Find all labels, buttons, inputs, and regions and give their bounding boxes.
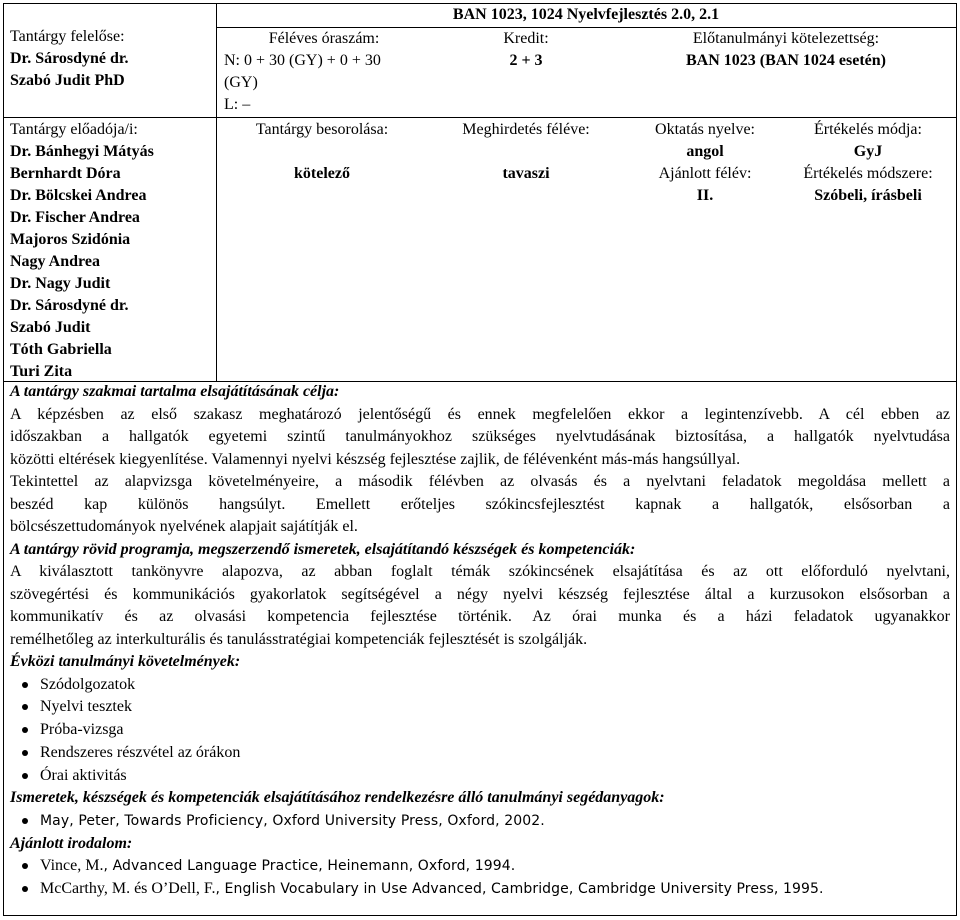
list-item: Próba-vizsga <box>10 719 950 742</box>
credit-cell <box>440 28 612 72</box>
hours-value: L: – <box>224 96 251 113</box>
lecturer-name: Majoros Szidónia <box>10 231 131 248</box>
course-title: BAN 1023, 1024 Nyelvfejlesztés 2.0, 2.1 <box>452 6 720 23</box>
divider <box>4 117 956 118</box>
lecturer-name: Nagy Andrea <box>10 253 100 270</box>
assessment-cell <box>782 119 954 207</box>
lecturers-cell <box>10 119 215 383</box>
program-text-line: A kiválasztott tankönyvre alapozva, az abban foglalt témák szókincsének elsajátítása és az ott előforduló nyelvtani, <box>10 563 950 580</box>
divider <box>216 4 217 381</box>
literature-author: Vince, M. <box>40 857 104 875</box>
goal-heading: A tantárgy szakmai tartalma elsajátításának célja: <box>10 383 340 400</box>
lecturer-name: Dr. Fischer Andrea <box>10 209 140 226</box>
literature-list <box>10 855 950 901</box>
hours-value: (GY) <box>224 74 258 91</box>
literature-details: , English Vocabulary in Use Advanced, Cambridge, Cambridge University Press, 1995. <box>215 881 824 898</box>
list-item: Szódolgozatok <box>10 674 950 697</box>
language-value: angol <box>686 143 724 160</box>
recommended-label: Ajánlott félév: <box>658 165 752 182</box>
goal-text-line: A képzésben az első szakasz meghatározó jelentőségű és ennek megfelelően ekkor a legintenzívebb. A cél ebben az <box>10 405 950 423</box>
semester-label: Meghirdetés féléve: <box>462 121 590 138</box>
assessment-value: GyJ <box>853 143 883 160</box>
language-label: Oktatás nyelve: <box>655 121 755 138</box>
goal-text-line: közötti eltérések kiegyenlítése. Valamennyi nyelvi készség fejlesztése zajlik, de félévenként más-más hangsúllyal. <box>10 450 741 468</box>
responsible-label: Tantárgy felelőse: <box>10 28 125 45</box>
hours-cell <box>224 28 424 116</box>
prereq-label: Előtanulmányi kötelezettség: <box>692 30 880 47</box>
program-text-line: kommunikatív és az olvasási kompetencia fejlesztése történik. Az órai munka és a házi feladatok ugyanakkor <box>10 608 950 625</box>
material-entry: May, Peter, Towards Proficiency, Oxford University Press, Oxford, 2002. <box>40 812 545 829</box>
credit-label: Kredit: <box>503 30 549 47</box>
responsible-name: Dr. Sárosdyné dr. <box>10 50 129 67</box>
list-item: Órai aktivitás <box>10 765 950 788</box>
credit-value: 2 + 3 <box>509 52 543 69</box>
literature-heading: Ajánlott irodalom: <box>10 834 133 852</box>
lecturer-name: Dr. Bánhegyi Mátyás <box>10 143 154 160</box>
program-text-line: szövegértési és kommunikációs gyakorlatok segítségével a négy nyelvi készség fejlesztése által a kurzusokon elsősorban a <box>10 585 950 603</box>
list-item: Nyelvi tesztek <box>10 696 950 719</box>
list-item <box>10 855 950 878</box>
lecturer-name: Dr. Nagy Judit <box>10 275 111 292</box>
classification-cell <box>216 119 428 185</box>
requirements-heading: Évközi tanulmányi követelmények: <box>10 653 241 670</box>
list-item <box>10 878 950 901</box>
course-sheet <box>3 3 957 916</box>
hours-value: N: 0 + 30 (GY) + 0 + 30 <box>224 52 381 69</box>
program-text-line: remélhetőleg az interkulturális és tanulásstratégiai kompetenciák fejlesztését is szolgálják. <box>10 630 588 648</box>
goal-text-line: beszéd kap különös hangsúlyt. Emellett erőteljes szókincsfejlesztést kapnak a hallgatók, elsősorban a <box>10 495 950 513</box>
responsible-cell <box>10 26 215 92</box>
list-item <box>10 810 950 833</box>
prereq-value: BAN 1023 (BAN 1024 esetén) <box>686 52 886 69</box>
goal-section <box>10 381 950 901</box>
lecturer-name: Szabó Judit <box>10 319 91 336</box>
language-cell <box>616 119 794 207</box>
classification-value: kötelező <box>294 165 350 182</box>
semester-value: tavaszi <box>502 165 550 182</box>
list-item: Rendszeres részvétel az órákon <box>10 742 950 765</box>
literature-author: McCarthy, M. és O’Dell, F. <box>40 880 216 898</box>
lecturer-name: Tóth Gabriella <box>10 341 112 358</box>
assessment-label: Értékelés módja: <box>814 121 922 138</box>
literature-details: , Advanced Language Practice, Heinemann, Oxford, 1994. <box>103 858 516 875</box>
assessment-method-label: Értékelés módszere: <box>803 165 933 182</box>
lecturer-name: Bernhardt Dóra <box>10 165 121 182</box>
responsible-name: Szabó Judit PhD <box>10 72 125 89</box>
assessment-method-value: Szóbeli, írásbeli <box>814 187 922 204</box>
classification-label: Tantárgy besorolása: <box>255 121 389 138</box>
hours-label: Féléves óraszám: <box>268 30 380 47</box>
materials-list <box>10 810 950 833</box>
lecturer-name: Dr. Sárosdyné dr. <box>10 297 129 314</box>
prereq-cell <box>616 28 956 72</box>
recommended-value: II. <box>696 187 714 204</box>
goal-text-line: bölcsészettudományok nyelvének alapjait sajátítják el. <box>10 518 358 535</box>
program-heading: A tantárgy rövid programja, megszerzendő ismeretek, elsajátítandó készségek és kompetenciák: <box>10 540 636 558</box>
requirements-list <box>10 674 950 788</box>
lecturer-name: Dr. Bölcskei Andrea <box>10 187 147 204</box>
semester-cell <box>424 119 628 185</box>
lecturers-label: Tantárgy előadója/i: <box>10 121 138 138</box>
goal-text-line: időszakban a hallgatók egyetemi szintű tanulmányokhoz szükséges nyelvtudásának biztosítása, a hallgatók nyelvtudása <box>10 428 950 445</box>
goal-text-line: Tekintettel az alapvizsga követelményeire, a második félévben az olvasás és a nyelvtani feladatok megoldása mellett a <box>10 473 950 490</box>
materials-heading: Ismeretek, készségek és kompetenciák elsajátításához rendelkezésre álló tanulmányi segédanyagok: <box>10 789 665 807</box>
lecturer-name: Turi Zita <box>10 363 73 380</box>
